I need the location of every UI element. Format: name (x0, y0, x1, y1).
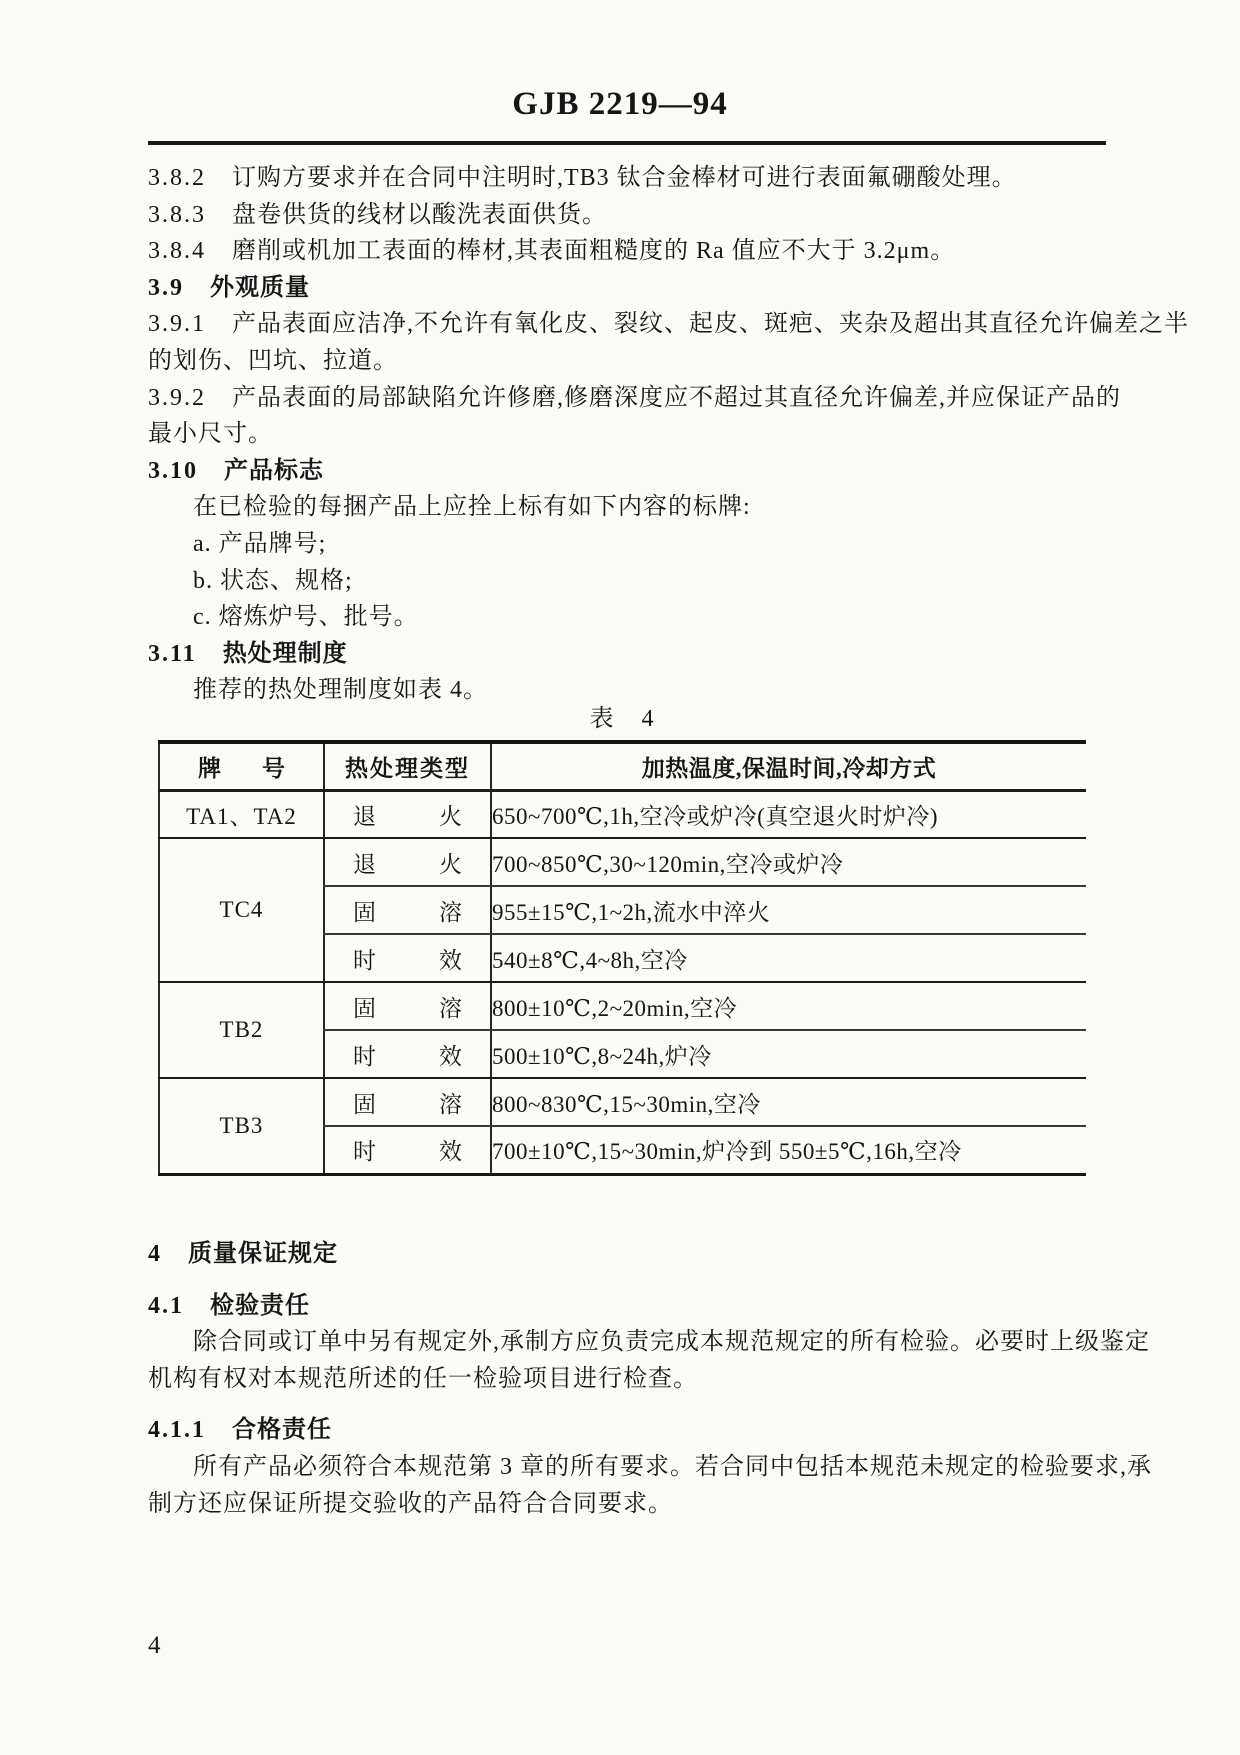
clause-number: 3.8.4 (148, 238, 206, 265)
clause-3-9-2-cont (148, 416, 1108, 453)
header-grade-char: 号 (262, 755, 285, 781)
header-treatment-type: 热处理类型 (324, 742, 491, 790)
clause-3-11-heading (148, 636, 1108, 673)
list-item-text: a. 产品牌号; (193, 530, 327, 557)
clause-number: 3.9 (148, 274, 184, 301)
clause-text: 推荐的热处理制度如表 4。 (193, 677, 488, 704)
clause-number: 4.1.1 (148, 1417, 206, 1444)
clause-3-10-heading (148, 453, 1108, 490)
clause-heading-text: 合格责任 (232, 1417, 332, 1444)
clause-text: 盘卷供货的线材以酸洗表面供货。 (232, 201, 607, 228)
type-char: 效 (439, 1139, 462, 1165)
clause-3-8-4 (148, 233, 1108, 270)
clause-text: 机构有权对本规范所述的任一检验项目进行检查。 (148, 1365, 698, 1392)
type-cell (324, 1126, 491, 1174)
table-row (159, 982, 1086, 1030)
table-header-row (159, 742, 1086, 790)
clause-number: 3.8.3 (148, 201, 206, 228)
desc-cell: 700~850℃,30~120min,空冷或炉冷 (491, 838, 1086, 886)
list-item-text: c. 熔炼炉号、批号。 (193, 604, 419, 631)
desc-cell: 650~700℃,1h,空冷或炉冷(真空退火时炉冷) (491, 790, 1086, 838)
clause-heading-text: 质量保证规定 (188, 1241, 338, 1267)
clause-4-1-para (148, 1324, 1150, 1361)
grade-cell: TC4 (159, 838, 324, 982)
clause-3-8-2 (148, 160, 1108, 197)
clause-number: 3.11 (148, 640, 197, 667)
clause-number: 3.10 (148, 457, 198, 484)
grade-cell: TB2 (159, 982, 324, 1078)
type-char: 退 (353, 851, 376, 877)
clause-3-9-1-cont (148, 343, 1108, 380)
type-char: 溶 (439, 1091, 462, 1117)
list-item-text: b. 状态、规格; (193, 567, 353, 594)
type-char: 固 (353, 995, 376, 1021)
type-char: 效 (439, 1043, 462, 1069)
heat-treatment-table (158, 740, 1086, 1176)
grade-cell: TB3 (219, 1112, 264, 1138)
desc-cell: 955±15℃,1~2h,流水中淬火 (491, 886, 1086, 934)
type-char: 溶 (439, 995, 462, 1021)
table-row (159, 790, 1086, 838)
type-char: 火 (439, 803, 462, 829)
type-char: 时 (353, 1139, 376, 1165)
type-char: 退 (353, 803, 376, 829)
list-item-a (148, 526, 1108, 563)
table-caption: 表 4 (589, 706, 654, 732)
type-char: 时 (353, 1043, 376, 1069)
clause-number: 4 (148, 1241, 162, 1267)
clause-number: 4.1 (148, 1292, 184, 1319)
header-conditions: 加热温度,保温时间,冷却方式 (491, 742, 1086, 790)
clause-number: 3.9.1 (148, 311, 206, 338)
type-cell (324, 934, 491, 982)
desc-cell: 800±10℃,2~20min,空冷 (491, 982, 1086, 1030)
clause-4-1-para-cont (148, 1361, 1108, 1398)
clause-text: 订购方要求并在合同中注明时,TB3 钛合金棒材可进行表面氟硼酸处理。 (232, 165, 1017, 191)
clause-text: 最小尺寸。 (148, 421, 273, 448)
clause-text: 产品表面应洁净,不允许有氧化皮、裂纹、起皮、斑疤、夹杂及超出其直径允许偏差之半 (232, 311, 1189, 338)
header-grade (159, 742, 324, 790)
desc-cell: 500±10℃,8~24h,炉冷 (491, 1030, 1086, 1078)
standard-number: GJB 2219—94 (512, 86, 728, 122)
clause-text: 所有产品必须符合本规范第 3 章的所有要求。若合同中包括本规范未规定的检验要求,承 (193, 1453, 1152, 1480)
table-row (159, 838, 1086, 886)
page-number: 4 (148, 1632, 161, 1659)
header-grade-char: 牌 (198, 755, 221, 781)
clause-3-8-3 (148, 197, 1108, 234)
desc-cell: 700±10℃,15~30min,炉冷到 550±5℃,16h,空冷 (491, 1126, 1086, 1174)
type-cell (324, 982, 491, 1030)
clause-4-1-1-heading (148, 1412, 1108, 1449)
clause-heading-text: 热处理制度 (222, 640, 348, 667)
type-cell (324, 790, 491, 838)
list-item-b (148, 563, 1108, 600)
clause-text: 产品表面的局部缺陷允许修磨,修磨深度应不超过其直径允许偏差,并应保证产品的 (232, 384, 1121, 411)
type-char: 效 (439, 947, 462, 973)
desc-cell: 800~830℃,15~30min,空冷 (491, 1078, 1086, 1126)
type-char: 溶 (439, 899, 462, 925)
clause-number: 3.9.2 (148, 384, 206, 411)
type-cell (324, 838, 491, 886)
clause-heading-text: 检验责任 (210, 1292, 310, 1319)
desc-cell: 540±8℃,4~8h,空冷 (491, 934, 1086, 982)
type-char: 火 (439, 851, 462, 877)
grade-cell: TA1、TA2 (159, 790, 324, 838)
type-cell (324, 1030, 491, 1078)
clause-heading-text: 外观质量 (210, 274, 310, 301)
clause-text: 制方还应保证所提交验收的产品符合合同要求。 (148, 1490, 673, 1517)
clause-text: 磨削或机加工表面的棒材,其表面粗糙度的 Ra 值应不大于 3.2μm。 (232, 238, 956, 265)
clause-heading-text: 产品标志 (224, 457, 324, 484)
type-char: 时 (353, 947, 376, 973)
clause-text: 在已检验的每捆产品上应拴上标有如下内容的标牌: (193, 494, 751, 521)
clause-4-1-1-para (148, 1449, 1152, 1486)
clause-3-9-2 (148, 380, 1121, 417)
type-char: 固 (353, 1091, 376, 1117)
type-cell (324, 886, 491, 934)
type-cell (324, 1078, 491, 1126)
header-rule (148, 141, 1106, 145)
clause-3-9-1 (148, 306, 1189, 343)
clause-3-10-para (148, 489, 1108, 526)
section-4-block (148, 1236, 1152, 1522)
clause-4-1-1-para-cont (148, 1486, 1108, 1523)
clauses-block (148, 160, 1189, 709)
type-char: 固 (353, 899, 376, 925)
clause-text: 的划伤、凹坑、拉道。 (148, 347, 398, 374)
list-item-c (148, 599, 1108, 636)
clause-number: 3.8.2 (148, 165, 206, 191)
clause-4-1-heading (148, 1288, 1108, 1325)
table-row (159, 1078, 1086, 1126)
section-4-heading (148, 1236, 1108, 1273)
clause-text: 除合同或订单中另有规定外,承制方应负责完成本规范规定的所有检验。必要时上级鉴定 (193, 1329, 1150, 1356)
clause-3-9-heading (148, 270, 1108, 307)
